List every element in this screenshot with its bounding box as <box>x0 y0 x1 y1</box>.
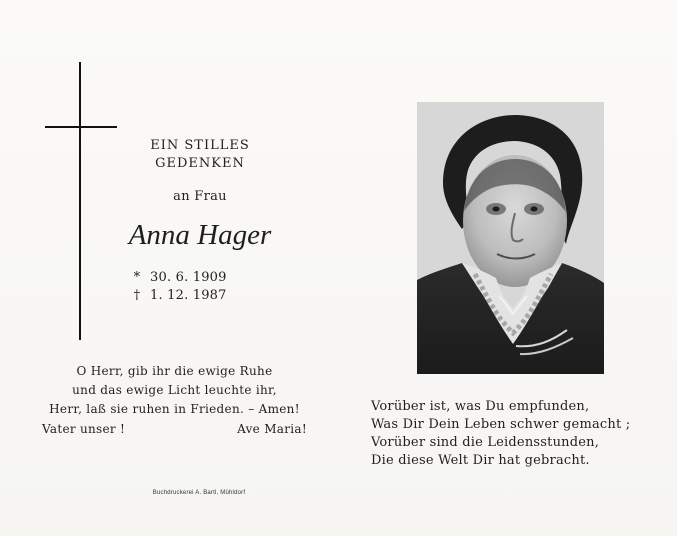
prayer-line-3: Herr, laß sie ruhen in Frieden. – Amen! <box>49 402 300 416</box>
prayer-final-row <box>42 420 307 439</box>
heading-line-2: GEDENKEN <box>155 156 245 171</box>
deceased-name: Anna Hager <box>128 219 272 251</box>
death-date: 1. 12. 1987 <box>150 288 227 303</box>
cross-icon <box>45 62 117 340</box>
printer-credit: Buchdruckerei A. Bartl, Mühldorf <box>152 490 246 496</box>
prayer-line-1: O Herr, gib ihr die ewige Ruhe <box>76 364 273 378</box>
prayer-right-text: Ave Maria! <box>237 422 307 436</box>
poem-line-2: Was Dir Dein Leben schwer gemacht ; <box>371 417 631 432</box>
poem-line-1: Vorüber ist, was Du empfunden, <box>371 399 590 414</box>
prayer-left-text: Vater unser ! <box>42 422 126 436</box>
death-symbol: † <box>133 288 141 303</box>
heading-line-1: EIN STILLES <box>150 138 250 153</box>
birth-symbol: * <box>133 270 141 285</box>
birth-date: 30. 6. 1909 <box>150 270 227 285</box>
prayer-line-2: und das ewige Licht leuchte ihr, <box>72 383 277 397</box>
cross-horizontal-bar <box>45 126 117 128</box>
birth-row <box>132 269 272 287</box>
death-row <box>132 287 272 305</box>
poem-line-4: Die diese Welt Dir hat gebracht. <box>371 453 590 468</box>
prayer-block <box>42 362 307 439</box>
dates-block <box>132 269 272 305</box>
cross-vertical-bar <box>79 62 81 340</box>
heading-line-3: an Frau <box>173 189 227 204</box>
poem-block <box>371 398 641 470</box>
portrait-photo <box>417 102 604 374</box>
poem-line-3: Vorüber sind die Leidensstunden, <box>371 435 600 450</box>
